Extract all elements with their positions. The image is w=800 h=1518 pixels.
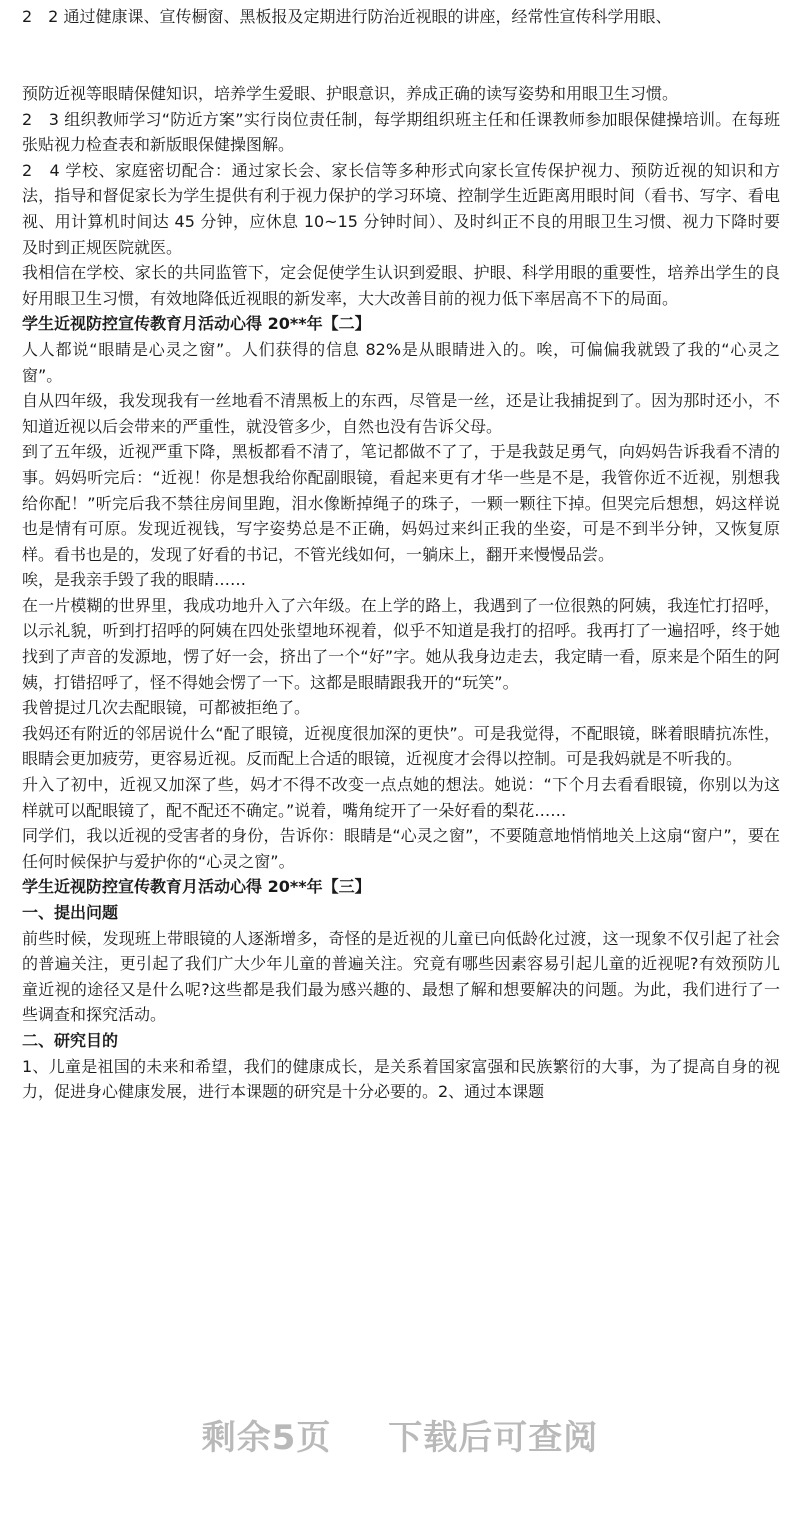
paragraph: 自从四年级，我发现我有一丝地看不清黑板上的东西，尽管是一丝，还是让我捕捉到了。因为那时还小，不知道近视以后会带来的严重性，就没管多少，自然也没有告诉父母。 [22, 391, 780, 436]
paragraph: 我相信在学校、家长的共同监管下，定会促使学生认识到爱眼、护眼、科学用眼的重要性，培养出学生的良好用眼卫生习惯，有效地降低近视眼的新发率，大大改善目前的视力低下率居高不下的局面。 [22, 263, 780, 308]
paragraph: 人人都说“眼睛是心灵之窗”。人们获得的信息 82%是从眼睛进入的。唉，可偏偏我就毁了我的“心灵之窗”。 [22, 339, 780, 385]
paragraph: 唉，是我亲手毁了我的眼睛…… [22, 570, 247, 590]
paragraph: 同学们，我以近视的受害者的身份，告诉你：眼睛是“心灵之窗”，不要随意地悄悄地关上这扇“窗户”，要在任何时候保护与爱护你的“心灵之窗”。 [22, 826, 780, 871]
sub-heading-problem: 一、提出问题 [22, 903, 119, 922]
sub-heading-purpose: 二、研究目的 [22, 1030, 119, 1050]
section-heading-2: 学生近视防控宣传教育月活动心得 20**年【二】 [22, 314, 371, 334]
paragraph: 2 3 组织教师学习“防近方案”实行岗位责任制，每学期组织班主任和任课教师参加眼保健操培训。在每班张贴视力检查表和新版眼保健操图解。 [22, 109, 780, 155]
document-body [22, 81, 780, 1105]
paragraph: 在一片模糊的世界里，我成功地升入了六年级。在上学的路上，我遇到了一位很熟的阿姨，我连忙打招呼，以示礼貌，听到打招呼的阿姨在四处张望地环视着，似乎不知道是我打的招呼。我再打了一遍招呼，终于她找到了声音的发源地，愣了好一会，挤出了一个“好”字。她从我身边走去，我定睛一看，原来是个陌生的阿姨，打错招呼了，怪不得她会愣了一下。这都是眼睛跟我开的“玩笑”。 [22, 595, 780, 692]
paragraph: 到了五年级，近视严重下降，黑板都看不清了，笔记都做不了了，于是我鼓足勇气，向妈妈告诉我看不清的事。妈妈听完后：“近视！你是想我给你配副眼镜，看起来更有才华一些是不是，我管你近不近视，别想我给你配！”听完后我不禁往房间里跑，泪水像断掉绳子的珠子，一颗一颗往下掉。但哭完后想想，妈这样说也是情有可原。发现近视钱，写字姿势总是不正确，妈妈过来纠正我的坐姿，可是不到半分钟，又恢复原样。看书也是的，发现了好看的书记，不管光线如何，一躺床上，翻开来慢慢品尝。 [22, 442, 780, 564]
paragraph: 我妈还有附近的邻居说什么“配了眼镜，近视度很加深的更快”。可是我觉得，不配眼镜，眯着眼睛抗冻性，眼睛会更加疲劳，更容易近视。反而配上合适的眼镜，近视度才会得以控制。可是我妈就是不听我的。 [22, 723, 780, 769]
download-prompt[interactable] [0, 1410, 800, 1459]
section-heading-3: 学生近视防控宣传教育月活动心得 20**年【三】 [22, 877, 371, 897]
top-fragment [22, 4, 780, 30]
paragraph: 2 2 通过健康课、宣传橱窗、黑板报及定期进行防治近视眼的讲座，经常性宣传科学用眼、 [22, 7, 672, 26]
paragraph: 2 4 学校、家庭密切配合：通过家长会、家长信等多种形式向家长宣传保护视力、预防近视的知识和方法，指导和督促家长为学生提供有利于视力保护的学习环境、控制学生近距离用眼时间（看书、写字、看电视、用计算机时间达 45 分钟，应休息 10~15 分钟时间）、及时纠正不良的用眼卫生习惯、视力下降时要及时到正规医院就医。 [22, 160, 780, 257]
paragraph: 我曾提过几次去配眼镜，可都被拒绝了。 [22, 698, 311, 718]
paragraph: 1、儿童是祖国的未来和希望，我们的健康成长，是关系着国家富强和民族繁衍的大事，为了提高自身的视力，促进身心健康发展，进行本课题的研究是十分必要的。2、通过本课题 [22, 1056, 780, 1102]
paragraph: 预防近视等眼睛保健知识，培养学生爱眼、护眼意识，养成正确的读写姿势和用眼卫生习惯。 [22, 84, 679, 103]
download-to-view-label: 下载后可查阅 [388, 1418, 599, 1458]
remaining-pages-label: 剩余5页 [201, 1418, 332, 1458]
paragraph: 前些时候，发现班上带眼镜的人逐渐增多，奇怪的是近视的儿童已向低龄化过渡，这一现象不仅引起了社会的普遍关注，更引起了我们广大少年儿童的普遍关注。究竟有哪些因素容易引起儿童的近视呢?有效预防儿童近视的途径又是什么呢?这些都是我们最为感兴趣的、最想了解和想要解决的问题。为此，我们进行了一些调查和探究活动。 [22, 928, 780, 1025]
paragraph: 升入了初中，近视又加深了些，妈才不得不改变一点点她的想法。她说：“下个月去看看眼镜，你别以为这样就可以配眼镜了，配不配还不确定。”说着，嘴角绽开了一朵好看的梨花…… [22, 775, 780, 820]
